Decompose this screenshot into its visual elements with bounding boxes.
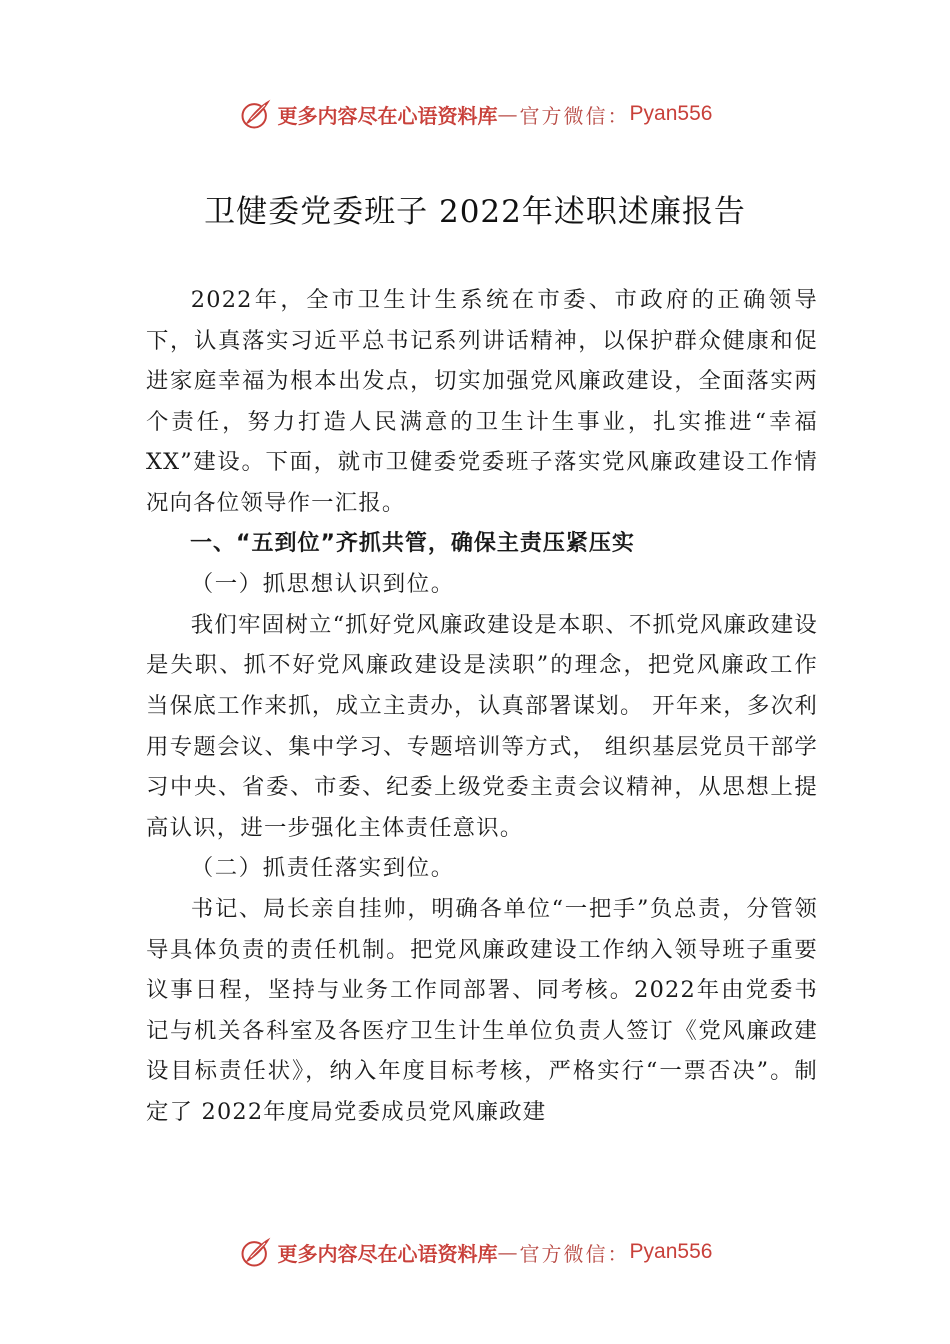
footer-watermark-banner <box>0 1232 950 1272</box>
banner-brand-text: 更多内容尽在心语资料库 <box>277 1241 498 1266</box>
subsection-heading-2: （二）抓责任落实到位。 <box>190 855 455 882</box>
header-watermark-banner <box>0 94 950 134</box>
subsection-heading-1: （一）抓思想认识到位。 <box>190 571 455 598</box>
pen-feather-logo-icon <box>238 96 274 132</box>
banner-dash: — <box>497 102 520 126</box>
banner-wechat-id: Pyan556 <box>629 1240 713 1263</box>
section-heading-1: 一、“五到位”齐抓共管，确保主责压紧压实 <box>190 530 635 556</box>
banner-wechat-label: 官方微信： <box>519 103 630 128</box>
paragraph-responsibility: 书记、局长亲自挂帅，明确各单位“一把手”负总责，分管领导具体负责的责任机制。把党风廉政建设工作纳入领导班子重要议事日程，坚持与业务工作同部署、同考核。2022年由党委书记与机关各科室及各医疗卫生计生单位负责人签订《党风廉政建设目标责任状》，纳入年度目标考核，严格实行“一票否决”。制定了 2022年度局党委成员党风廉政建 <box>146 895 818 1125</box>
banner-wechat-label: 官方微信： <box>519 1241 630 1266</box>
document-body <box>146 280 818 1132</box>
pen-feather-logo-icon <box>238 1234 274 1270</box>
document-title: 卫健委党委班子 2022年述职述廉报告 <box>204 194 746 230</box>
banner-brand-text: 更多内容尽在心语资料库 <box>277 103 498 128</box>
banner-dash: — <box>497 1240 520 1264</box>
paragraph-thought: 我们牢固树立“抓好党风廉政建设是本职、不抓党风廉政建设是失职、抓不好党风廉政建设是渎职”的理念，把党风廉政工作当保底工作来抓，成立主责办，认真部署谋划。 开年来，多次利用专题会议、集中学习、专题培训等方式， 组织基层党员干部学习中央、省委、市委、纪委上级党委主责会议精神，从思想上提高认识，进一步强化主体责任意识。 <box>146 611 818 841</box>
paragraph-intro: 2022年，全市卫生计生系统在市委、市政府的正确领导下，认真落实习近平总书记系列讲话精神，以保护群众健康和促进家庭幸福为根本出发点，切实加强党风廉政建设，全面落实两个责任，努力打造人民满意的卫生计生事业，扎实推进“幸福 XX”建设。下面，就市卫健委党委班子落实党风廉政建设工作情况向各位领导作一汇报。 <box>146 287 818 516</box>
banner-wechat-id: Pyan556 <box>629 102 713 125</box>
